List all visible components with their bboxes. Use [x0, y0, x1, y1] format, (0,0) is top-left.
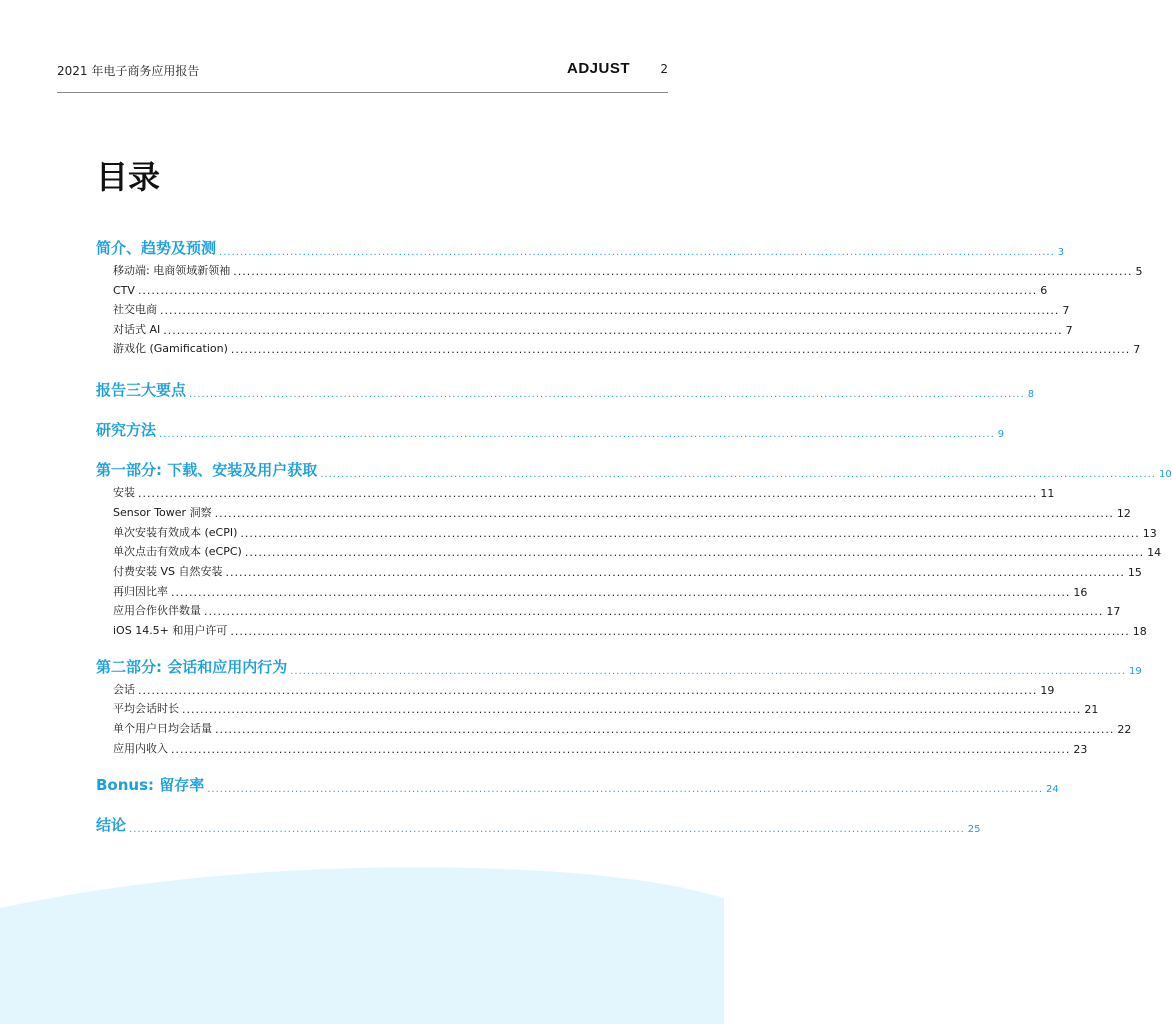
wave-shape [0, 867, 724, 1024]
spacer [96, 400, 562, 414]
toc-item-label: 应用内收入 [113, 741, 168, 755]
toc-item[interactable] [96, 500, 1131, 520]
spacer [96, 638, 562, 651]
dot-leader: ........................................................................................................................................................................................................ [240, 526, 1140, 540]
dot-leader: ........................................................................................................................................................................................................ [138, 683, 1038, 697]
toc-section-label: 简介、趋势及预测 [96, 239, 217, 257]
toc-section-label: 研究方法 [96, 421, 157, 440]
toc-item-label: Sensor Tower 洞察 [113, 505, 212, 519]
toc-page-number: 3 [1057, 247, 1065, 258]
toc-page-number: 5 [1135, 264, 1143, 278]
toc-item-label: 付费安装 VS 自然安装 [113, 564, 223, 578]
toc-item[interactable] [96, 258, 1143, 278]
toc-page-number: 24 [1046, 783, 1059, 795]
toc-section-part-two[interactable] [96, 651, 1142, 677]
toc-page-number: 18 [1132, 624, 1147, 638]
toc-item-label: 平均会话时长 [113, 702, 179, 716]
dot-leader: ........................................................................................................................................................................................................ [182, 703, 1082, 717]
toc-item-label: 单次安装有效成本 (eCPI) [113, 525, 238, 539]
dot-leader: ........................................................................................................................................................................................................ [160, 304, 1060, 318]
toc-item[interactable] [96, 480, 1055, 501]
dot-leader: ........................................................................................................................................................................................................ [219, 247, 1055, 258]
toc-item-label: CTV [113, 284, 135, 298]
toc-section-intro[interactable] [96, 232, 1065, 258]
dot-leader: ........................................................................................................................................................................................................ [163, 323, 1063, 337]
dot-leader: ........................................................................................................................................................................................................ [138, 487, 1038, 501]
dot-leader: ........................................................................................................................................................................................................ [159, 429, 995, 441]
toc-item-label: 移动端: 电商领域新领袖 [113, 263, 231, 277]
dot-leader: ........................................................................................................................................................................................................ [215, 723, 1115, 736]
toc-item[interactable] [96, 579, 1088, 599]
toc-page-number: 22 [1117, 723, 1132, 736]
toc-page-number: 7 [1062, 304, 1070, 318]
toc-page-number: 23 [1073, 742, 1088, 756]
toc-section-methodology[interactable] [96, 414, 1005, 441]
dot-leader: ........................................................................................................................................................................................................ [214, 506, 1114, 520]
toc-item-label: 对话式 AI [113, 322, 161, 336]
toc-item[interactable] [96, 618, 1147, 638]
toc-page-number: 15 [1127, 565, 1142, 579]
toc-section-conclusion[interactable] [96, 809, 981, 835]
dot-leader: ........................................................................................................................................................................................................ [207, 783, 1043, 795]
toc-item-label: 社交电商 [113, 303, 157, 317]
toc-page-number: 14 [1147, 546, 1162, 560]
toc-page-number: 7 [1065, 323, 1073, 337]
spacer [96, 756, 562, 769]
toc-item-label: 单次点击有效成本 (eCPC) [113, 545, 242, 559]
toc-page-number: 13 [1142, 526, 1157, 540]
toc-item[interactable] [96, 278, 1048, 298]
toc-section-key-takeaways[interactable] [96, 374, 1035, 401]
toc-page-number: 11 [1040, 487, 1055, 501]
toc-page-number: 25 [967, 823, 981, 835]
toc-section-label: Bonus: 留存率 [96, 775, 205, 794]
toc-page-number: 19 [1128, 665, 1142, 677]
toc-item-label: 再归因比率 [113, 584, 168, 598]
toc-page-number: 7 [1133, 343, 1141, 357]
table-of-contents [96, 232, 1172, 835]
toc-item[interactable] [96, 317, 1073, 337]
dot-leader: ........................................................................................................................................................................................................ [189, 389, 1025, 401]
toc-section-part-one[interactable] [96, 454, 1172, 481]
toc-page-number: 21 [1084, 703, 1099, 717]
toc-item-label: 游戏化 (Gamification) [113, 342, 228, 356]
dot-leader: ........................................................................................................................................................................................................ [233, 264, 1133, 278]
toc-page-number: 8 [1027, 389, 1035, 401]
toc-heading: 目录 [96, 158, 161, 196]
dot-leader: ........................................................................................................................................................................................................ [244, 546, 1145, 560]
spacer [96, 795, 562, 809]
dot-leader: ........................................................................................................................................................................................................ [171, 742, 1071, 756]
dot-leader: ........................................................................................................................................................................................................ [230, 343, 1131, 357]
toc-item-label: iOS 14.5+ 和用户许可 [113, 623, 228, 637]
toc-page-number: 16 [1073, 585, 1088, 599]
toc-item-label: 安装 [113, 486, 135, 500]
toc-item[interactable] [96, 540, 1162, 560]
page-number: 2 [660, 62, 668, 76]
dot-leader: ........................................................................................................................................................................................................ [137, 284, 1038, 298]
dot-leader: ........................................................................................................................................................................................................ [129, 823, 965, 835]
toc-item[interactable] [96, 736, 1088, 756]
toc-section-bonus[interactable] [96, 769, 1059, 795]
toc-item[interactable] [96, 599, 1121, 619]
dot-leader: ........................................................................................................................................................................................................ [225, 565, 1125, 579]
toc-page-number: 12 [1116, 506, 1131, 520]
spacer [96, 356, 562, 374]
toc-item[interactable] [96, 716, 1132, 736]
toc-item-label: 会话 [113, 682, 135, 696]
toc-page-number: 17 [1106, 605, 1121, 619]
toc-item[interactable] [96, 337, 1141, 357]
toc-item[interactable] [96, 520, 1157, 540]
toc-page-number: 10 [1158, 469, 1172, 481]
dot-leader: ........................................................................................................................................................................................................ [230, 624, 1130, 638]
toc-page-number: 6 [1040, 284, 1048, 298]
toc-item[interactable] [96, 297, 1070, 318]
toc-section-label: 结论 [96, 815, 127, 834]
dot-leader: ........................................................................................................................................................................................................ [290, 665, 1126, 677]
toc-section-label: 报告三大要点 [96, 381, 187, 400]
toc-item[interactable] [96, 697, 1099, 717]
dot-leader: ........................................................................................................................................................................................................ [204, 605, 1104, 619]
footer-wave-decoration [0, 860, 724, 1024]
dot-leader: ........................................................................................................................................................................................................ [320, 469, 1156, 481]
adjust-logo: ADJUST [566, 60, 630, 77]
toc-item[interactable] [96, 559, 1142, 579]
toc-page-number: 19 [1040, 683, 1055, 697]
dot-leader: ........................................................................................................................................................................................................ [171, 585, 1071, 599]
page-header [57, 60, 668, 93]
document-title: 2021 年电子商务应用报告 [57, 64, 200, 78]
toc-item[interactable] [96, 677, 1055, 697]
toc-section-label: 第二部分: 会话和应用内行为 [96, 657, 288, 676]
toc-section-label: 第一部分: 下载、安装及用户获取 [96, 461, 318, 480]
toc-item-label: 应用合作伙伴数量 [113, 604, 201, 618]
spacer [96, 440, 562, 454]
toc-item-label: 单个用户日均会话量 [113, 722, 212, 735]
toc-page-number: 9 [997, 429, 1005, 441]
